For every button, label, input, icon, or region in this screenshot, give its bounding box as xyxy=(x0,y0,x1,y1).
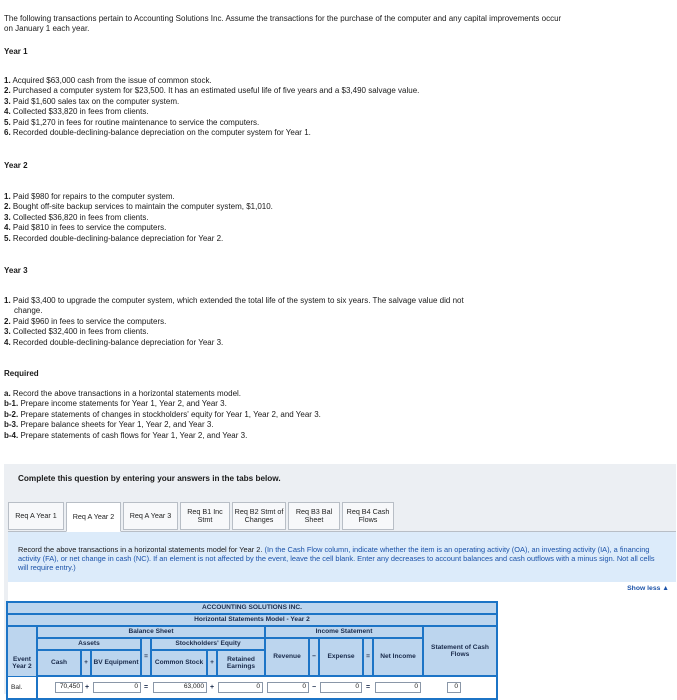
minus-op: − xyxy=(309,638,319,676)
list-item: a. Record the above transactions in a horizontal statements model. xyxy=(4,389,242,398)
show-less-link[interactable]: Show less ▲ xyxy=(627,585,669,592)
bal-net-income-value[interactable]: 0 xyxy=(375,682,421,693)
year3-list xyxy=(4,296,564,348)
year3-heading: Year 3 xyxy=(4,266,28,275)
bv-equipment-header: BV Equipment xyxy=(91,650,141,676)
tab-req-b2-stmt-changes[interactable]: Req B2 Stmt of Changes xyxy=(232,502,286,530)
bal-cash-value[interactable]: 70,450 xyxy=(55,682,83,693)
event-header: Event Year 2 xyxy=(7,626,37,700)
list-item: b-4. Prepare statements of cash flows for Year 1, Year 2, and Year 3. xyxy=(4,430,248,440)
tab-req-b4-cash-flows[interactable]: Req B4 Cash Flows xyxy=(342,502,394,530)
common-stock-header: Common Stock xyxy=(151,650,207,676)
list-item: 5. Paid $1,270 in fees for routine maintenance to service the computers. xyxy=(4,117,260,127)
instructions-text: Record the above transactions in a horizontal statements model for Year 2. (In the Cash Flow column, indicate whether the item is an operating activity (OA), an investing activity (IA), a financing activity (FA), or net change in cash (NC). If an element is not affected by the event, leave the cell blank. Enter any decreases to account balances and cash outflows with a minus sign. Not all cells will require entry.) xyxy=(18,545,655,573)
tab-req-b3-bal-sheet[interactable]: Req B3 Bal Sheet xyxy=(288,502,340,530)
list-item: 3. Collected $32,400 in fees from clients. xyxy=(4,327,149,337)
equals-op: = xyxy=(365,684,371,691)
list-item: 4. Recorded double-declining-balance depreciation for Year 3. xyxy=(4,337,224,347)
list-item: 2. Paid $960 in fees to service the computers. xyxy=(4,316,167,326)
retained-earnings-header: Retained Earnings xyxy=(217,650,265,676)
statements-model-table xyxy=(6,601,498,700)
list-item: b-3. Prepare balance sheets for Year 1, Year 2, and Year 3. xyxy=(4,420,214,430)
cash-flows-header: Statement of Cash Flows xyxy=(423,626,497,676)
year2-list xyxy=(4,192,564,244)
year1-heading: Year 1 xyxy=(4,47,28,56)
tab-req-a-year1[interactable]: Req A Year 1 xyxy=(8,502,64,530)
list-item: 1. Acquired $63,000 cash from the issue of common stock. xyxy=(4,76,212,85)
plus-op: + xyxy=(209,684,215,691)
plus-op: + xyxy=(81,650,91,676)
list-item: b-2. Prepare statements of changes in stockholders' equity for Year 1, Year 2, and Year 3. xyxy=(4,409,321,419)
bal-expense-value[interactable]: 0 xyxy=(320,682,362,693)
cash-header: Cash xyxy=(37,650,81,676)
tab-req-a-year3[interactable]: Req A Year 3 xyxy=(123,502,178,530)
year2-heading: Year 2 xyxy=(4,161,28,170)
required-list xyxy=(4,389,321,441)
bal-revenue-value[interactable]: 0 xyxy=(267,682,309,693)
list-item: 4. Collected $33,820 in fees from clients. xyxy=(4,107,149,117)
assets-header: Assets xyxy=(37,638,141,650)
bal-common-stock-value[interactable]: 63,000 xyxy=(153,682,207,693)
equals-op: = xyxy=(363,638,373,676)
list-item: 3. Collected $36,820 in fees from clients. xyxy=(4,212,149,222)
equity-header: Stockholders' Equity xyxy=(151,638,265,650)
bal-bv-equipment-value[interactable]: 0 xyxy=(93,682,141,693)
tab-req-b1-inc-stmt[interactable]: Req B1 Inc Stmt xyxy=(180,502,230,530)
balance-sheet-header: Balance Sheet xyxy=(37,626,265,638)
year1-list xyxy=(4,76,564,138)
table-company: ACCOUNTING SOLUTIONS INC. xyxy=(7,602,497,614)
list-item: 4. Paid $810 in fees to service the computers. xyxy=(4,223,167,233)
tab-req-a-year2[interactable]: Req A Year 2 xyxy=(66,502,121,532)
tab-bar xyxy=(8,502,396,532)
equals-op: = xyxy=(143,684,149,691)
list-item: 2. Purchased a computer system for $23,500. It has an estimated useful life of five years and a $3,490 salvage value. xyxy=(4,86,420,96)
minus-op: − xyxy=(311,684,317,691)
bal-cash-flow-value[interactable]: 0 xyxy=(447,682,461,693)
list-item: 2. Bought off-site backup services to maintain the computer system, $1,010. xyxy=(4,202,273,212)
list-item: 1. Paid $980 for repairs to the computer system. xyxy=(4,192,175,201)
list-item: 6. Recorded double-declining-balance depreciation on the computer system for Year 1. xyxy=(4,128,311,138)
intro-text: The following transactions pertain to Accounting Solutions Inc. Assume the transactions for the purchase of the computer and any capital improvements occur on January 1 each year. xyxy=(4,14,562,34)
revenue-header: Revenue xyxy=(265,638,309,676)
plus-op: + xyxy=(84,684,90,691)
equals-op: = xyxy=(141,638,151,676)
plus-op: + xyxy=(207,650,217,676)
table-title: Horizontal Statements Model - Year 2 xyxy=(7,614,497,626)
required-heading: Required xyxy=(4,369,39,378)
income-statement-header: Income Statement xyxy=(265,626,423,638)
net-income-header: Net Income xyxy=(373,638,423,676)
bal-retained-earnings-value[interactable]: 0 xyxy=(218,682,263,693)
list-item: 1. Paid $3,400 to upgrade the computer system, which extended the total life of the system to six years. The salvage value did not change. xyxy=(4,296,464,316)
list-item: 5. Recorded double-declining-balance depreciation for Year 2. xyxy=(4,233,224,243)
expense-header: Expense xyxy=(319,638,363,676)
list-item: b-1. Prepare income statements for Year 1, Year 2, and Year 3. xyxy=(4,399,227,409)
row-label-bal: Bal. xyxy=(7,676,37,699)
complete-prompt: Complete this question by entering your answers in the tabs below. xyxy=(18,474,281,483)
list-item: 3. Paid $1,600 sales tax on the computer system. xyxy=(4,96,180,106)
